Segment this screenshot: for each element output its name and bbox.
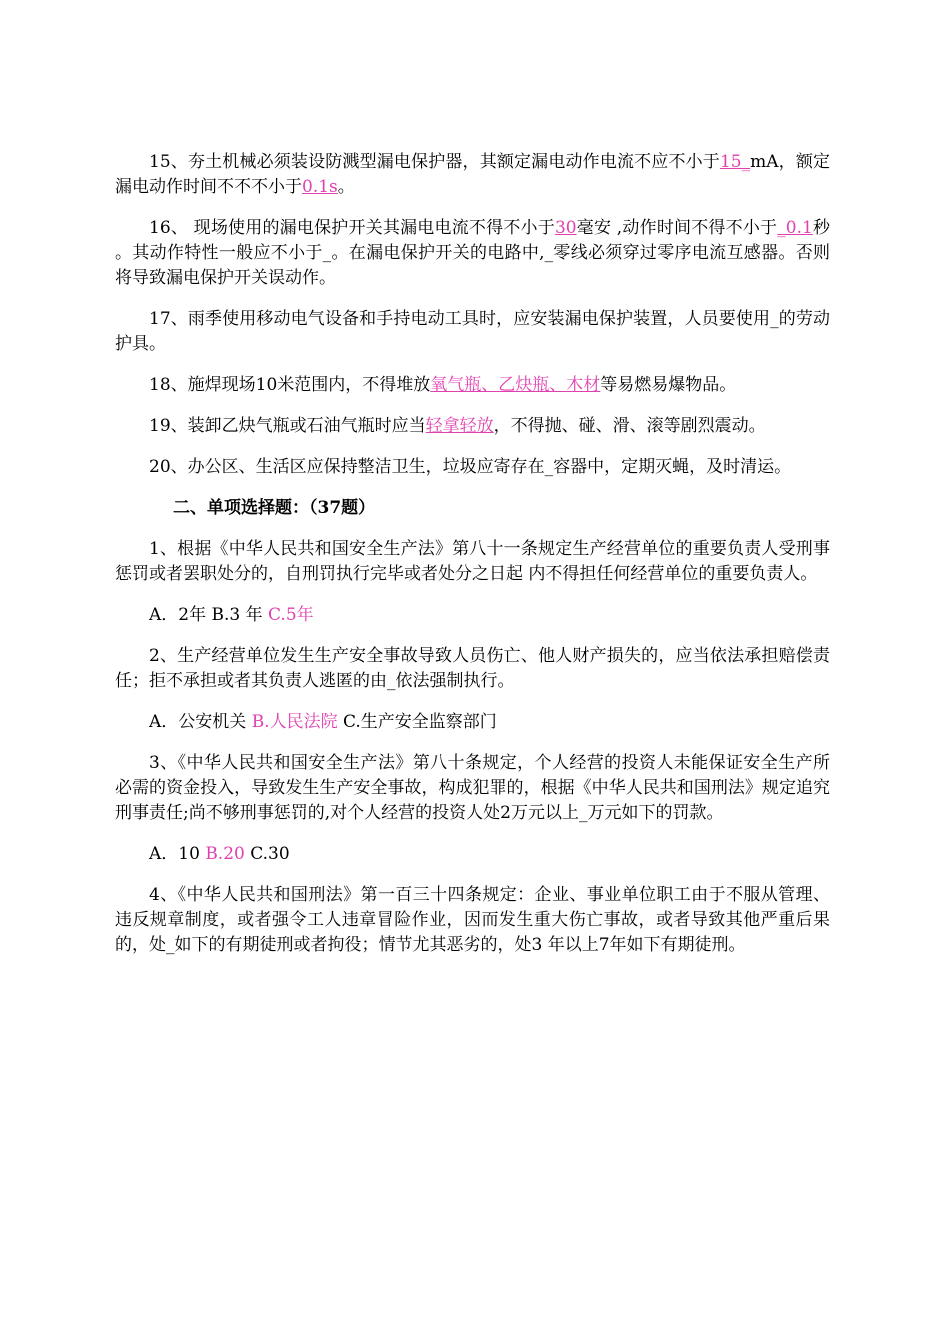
choice-question-4: 4、《中华人民共和国刑法》第一百三十四条规定：企业、事业单位职工由于不服从管理、违反规章制度，或者强令工人违章冒险作业，因而发生重大伤亡事故，或者导致其他严重后果的，处_如下的有期徒刑或者拘役；情节尤其恶劣的，处3 年以上7年如下有期徒刑。 xyxy=(115,885,830,955)
question-19 xyxy=(115,414,830,439)
choice-question-3: 3、《中华人民共和国安全生产法》第八十条规定，个人经营的投资人未能保证安全生产所必需的资金投入，导致发生生产安全事故，构成犯罪的，根据《中华人民共和国刑法》规定追究刑事责任;尚不够刑事惩罚的,对个人经营的投资人处2万元以上_万元如下的罚款。 xyxy=(115,753,830,823)
choice-options-2 xyxy=(115,710,830,735)
option-text: A．10 xyxy=(149,844,206,864)
answer-highlight: 15_ xyxy=(719,152,751,172)
option-text: A．2年 B.3 年 xyxy=(149,605,269,625)
answer-highlight: B.20 xyxy=(205,844,245,864)
choice-question-2: 2、生产经营单位发生生产安全事故导致人员伤亡、他人财产损失的，应当依法承担赔偿责任；拒不承担或者其负责人逃匿的由_依法强制执行。 xyxy=(115,646,830,691)
answer-highlight: 30 xyxy=(554,218,577,238)
section-heading: 二、单项选择题：（37题） xyxy=(173,498,376,518)
text-segment: mA，额定漏电动作时间不不不小于 xyxy=(115,152,830,197)
answer-highlight: 轻拿轻放 xyxy=(425,416,494,436)
text-segment: 15、夯土机械必须装设防溅型漏电保护器，其额定漏电动作电流不应不小于 xyxy=(149,152,720,172)
option-text: C.生产安全监察部门 xyxy=(337,712,497,732)
option-text: A．公安机关 xyxy=(149,712,252,732)
text-segment: 18、施焊现场10米范围内，不得堆放 xyxy=(149,375,431,395)
option-text: C.30 xyxy=(244,844,290,864)
question-20: 20、办公区、生活区应保持整洁卫生，垃圾应寄存在_容器中，定期灭蝇，及时清运。 xyxy=(149,457,792,477)
question-15 xyxy=(115,150,830,200)
question-16 xyxy=(115,216,830,291)
answer-highlight: 0.1s xyxy=(302,177,338,197)
answer-highlight: 氧气瓶、乙炔瓶、木材 xyxy=(430,375,601,395)
answer-highlight: C.5年 xyxy=(268,605,314,625)
question-18 xyxy=(115,373,830,398)
question-17: 17、雨季使用移动电气设备和手持电动工具时，应安装漏电保护装置，人员要使用_的劳动护具。 xyxy=(115,309,830,354)
text-segment: ，不得抛、碰、滑、滚等剧烈震动。 xyxy=(493,416,766,436)
text-segment: 。 xyxy=(337,177,355,197)
text-segment: 毫安 ,动作时间不得不小于 xyxy=(576,218,778,238)
text-segment: 19、装卸乙炔气瓶或石油气瓶时应当 xyxy=(149,416,426,436)
text-segment: 秒 。其动作特性一般应不小于_。在漏电保护开关的电路中,_零线必须穿过零序电流互感器。否则将导致漏电保护开关误动作。 xyxy=(115,218,831,288)
answer-highlight: _0.1 xyxy=(777,218,813,238)
choice-options-3 xyxy=(115,842,830,867)
choice-question-1: 1、根据《中华人民共和国安全生产法》第八十一条规定生产经营单位的重要负责人受刑事惩罚或者罢职处分的，自刑罚执行完毕或者处分之日起 内不得担任何经营单位的重要负责人。 xyxy=(115,539,830,584)
text-segment: 等易燃易爆物品。 xyxy=(600,375,737,395)
text-segment: 16、 现场使用的漏电保护开关其漏电电流不得不小于 xyxy=(149,218,555,238)
choice-options-1 xyxy=(115,603,830,628)
answer-highlight: B.人民法院 xyxy=(251,712,338,732)
